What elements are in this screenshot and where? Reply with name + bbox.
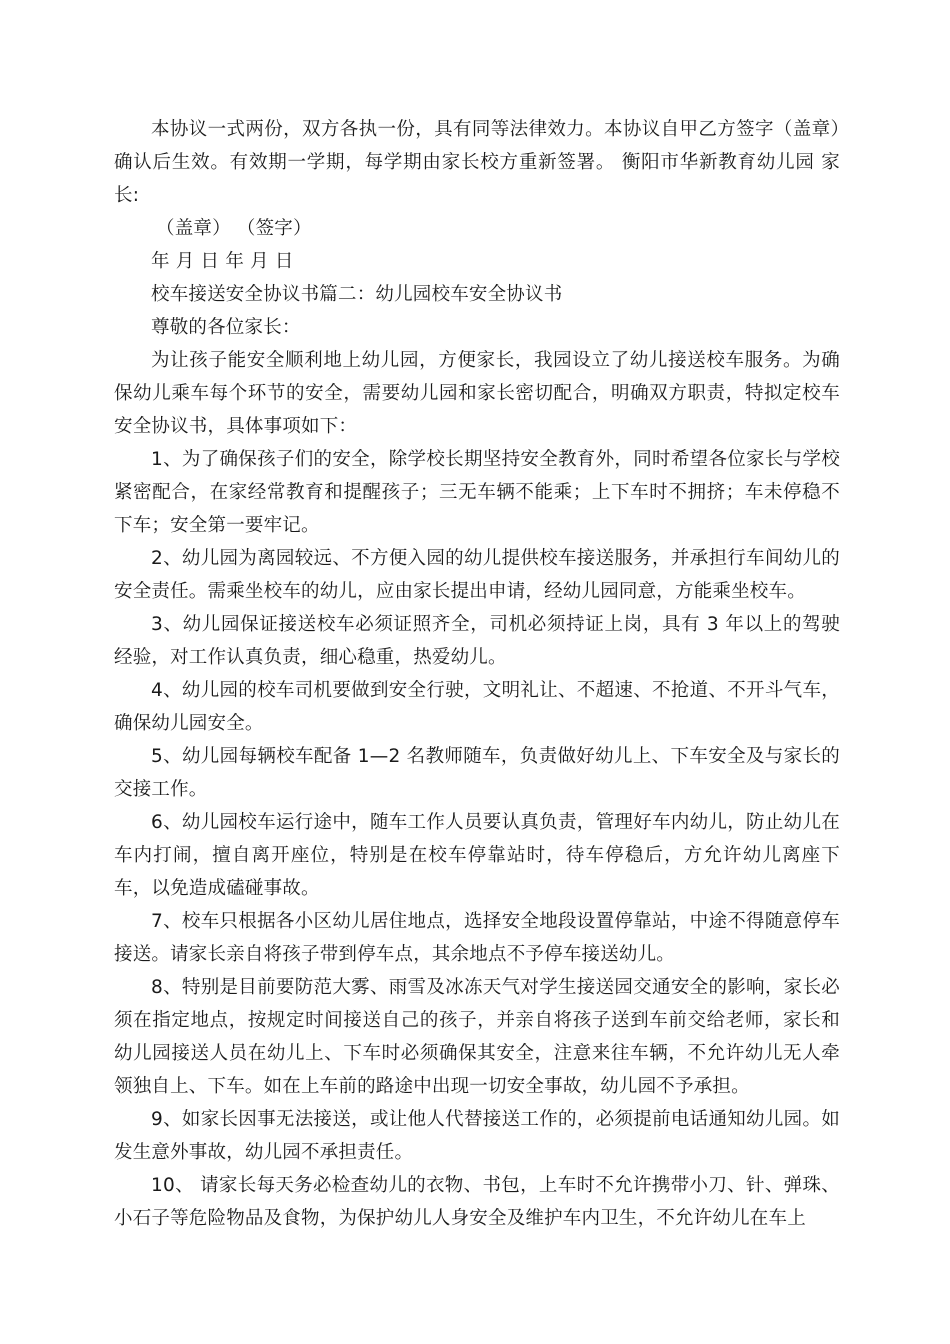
clause-6: 6、幼儿园校车运行途中，随车工作人员要认真负责，管理好车内幼儿，防止幼儿在车内打闹，擅自离开座位，特别是在校车停靠站时，待车停稳后，方允许幼儿离座下车，以免造成磕碰事故。 <box>114 812 840 899</box>
clause-1: 1、为了确保孩子们的安全，除学校长期坚持安全教育外，同时希望各位家长与学校紧密配合，在家经常教育和提醒孩子；三无车辆不能乘；上下车时不拥挤；车未停稳不下车；安全第一要牢记。 <box>114 449 840 536</box>
clause-9: 9、如家长因事无法接送，或让他人代替接送工作的，必须提前电话通知幼儿园。如发生意外事故，幼儿园不承担责任。 <box>114 1109 840 1163</box>
clause-3: 3、幼儿园保证接送校车必须证照齐全，司机必须持证上岗，具有 3 年以上的驾驶经验，对工作认真负责，细心稳重，热爱幼儿。 <box>114 614 840 668</box>
clause-10: 10、 请家长每天务必检查幼儿的衣物、书包，上车时不允许携带小刀、针、弹珠、小石子等危险物品及食物，为保护幼儿人身安全及维护车内卫生，不允许幼儿在车上 <box>114 1175 840 1229</box>
clause-2: 2、幼儿园为离园较远、不方便入园的幼儿提供校车接送服务，并承担行车间幼儿的安全责任。需乘坐校车的幼儿，应由家长提出申请，经幼儿园同意，方能乘坐校车。 <box>114 548 840 602</box>
clause-5: 5、幼儿园每辆校车配备 1—2 名教师随车，负责做好幼儿上、下车安全及与家长的交接工作。 <box>114 746 840 800</box>
clause-4: 4、幼儿园的校车司机要做到安全行驶，文明礼让、不超速、不抢道、不开斗气车，确保幼儿园安全。 <box>114 680 840 734</box>
section-title: 校车接送安全协议书篇二：幼儿园校车安全协议书 <box>151 284 563 305</box>
document-body <box>114 113 840 1235</box>
date-line: 年 月 日 年 月 日 <box>151 251 294 272</box>
clause-7: 7、校车只根据各小区幼儿居住地点，选择安全地段设置停靠站，中途不得随意停车接送。请家长亲自将孩子带到停车点，其余地点不予停车接送幼儿。 <box>114 911 840 965</box>
agreement-validity-paragraph: 本协议一式两份，双方各执一份，具有同等法律效力。本协议自甲乙方签字（盖章）确认后生效。有效期一学期，每学期由家长校方重新签署。 衡阳市华新教育幼儿园 家长: <box>114 119 840 206</box>
seal-signature-line: （盖章） （签字） <box>156 218 312 239</box>
salutation: 尊敬的各位家长： <box>151 317 301 338</box>
intro-paragraph: 为让孩子能安全顺利地上幼儿园，方便家长，我园设立了幼儿接送校车服务。为确保幼儿乘车每个环节的安全，需要幼儿园和家长密切配合，明确双方职责，特拟定校车安全协议书，具体事项如下： <box>114 350 840 437</box>
clause-8: 8、特别是目前要防范大雾、雨雪及冰冻天气对学生接送园交通安全的影响，家长必须在指定地点，按规定时间接送自己的孩子，并亲自将孩子送到车前交给老师，家长和幼儿园接送人员在幼儿上、下车时必须确保其安全，注意来往车辆，不允许幼儿无人牵领独自上、下车。如在上车前的路途中出现一切安全事故，幼儿园不予承担。 <box>114 977 840 1097</box>
